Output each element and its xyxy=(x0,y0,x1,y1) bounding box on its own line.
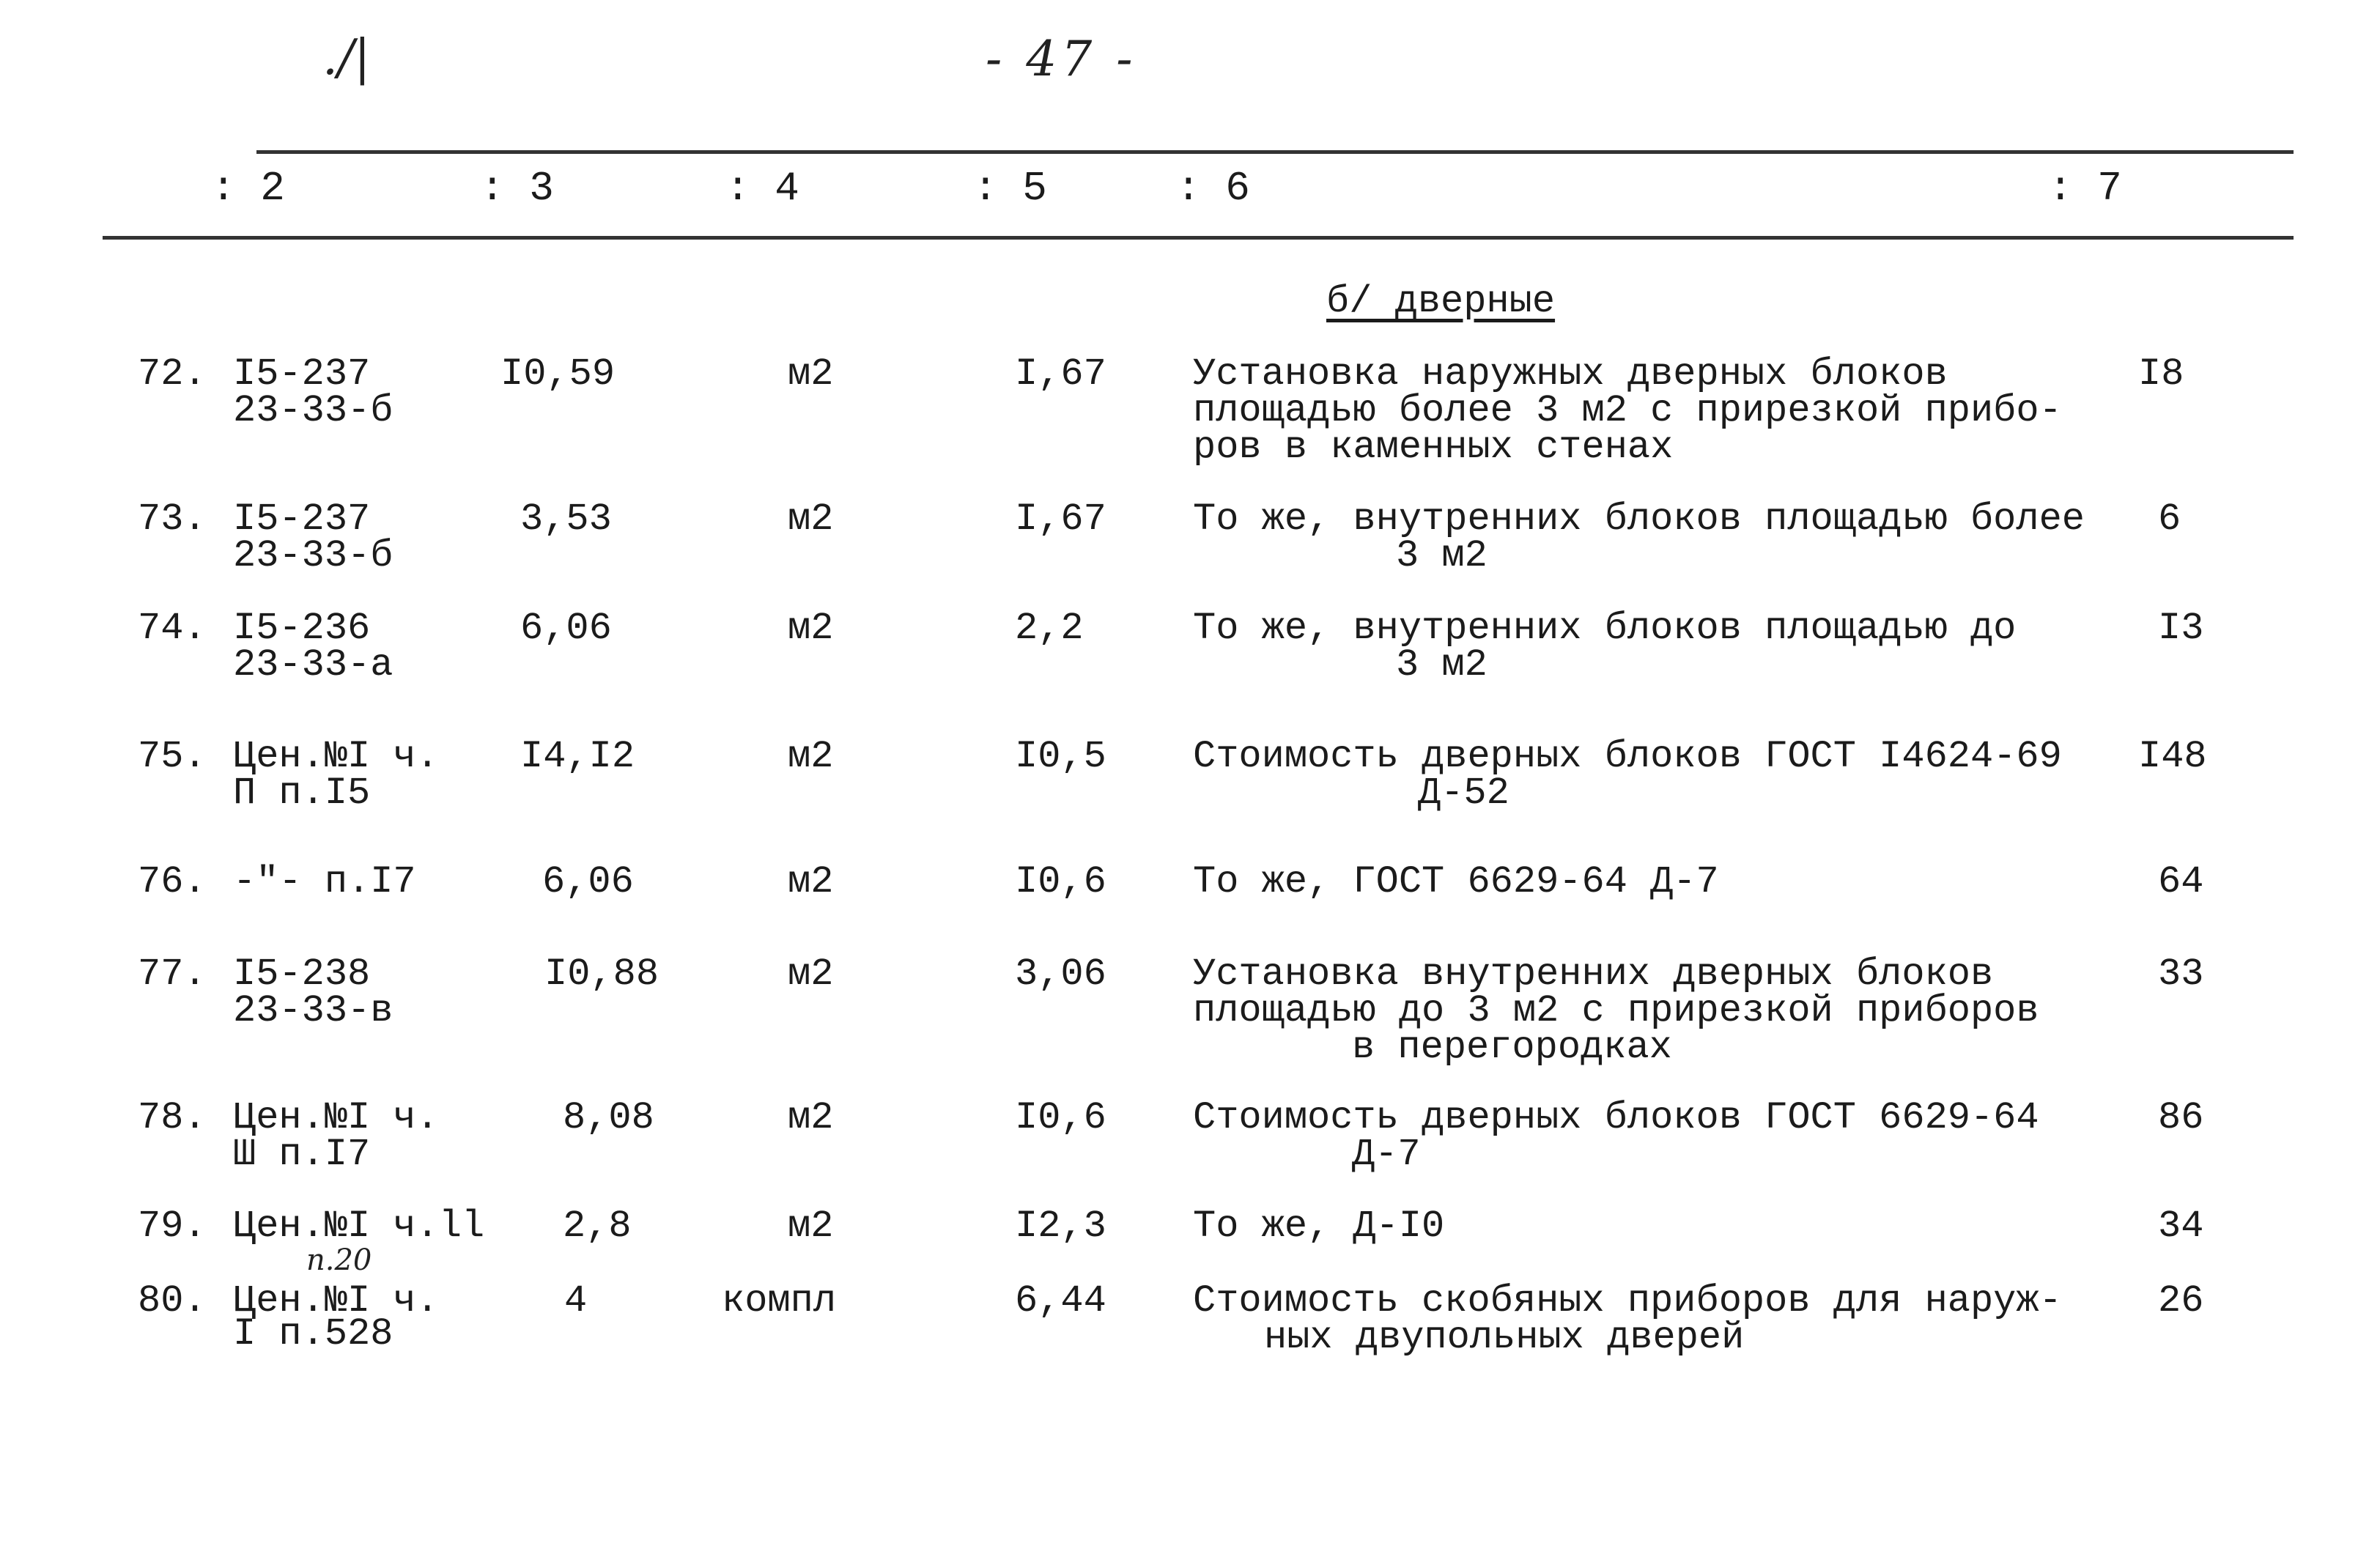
row-quantity: 6,06 xyxy=(542,860,634,903)
row-code-line: 23-33-б xyxy=(233,534,393,577)
row-description-line: Стоимость дверных блоков ГОСТ 6629-64 xyxy=(1193,1096,2039,1139)
row-quantity: 8,08 xyxy=(563,1096,654,1139)
row-code-line: I5-238 xyxy=(233,953,371,996)
page-number: - 47 - xyxy=(986,31,1137,87)
row-unit: м2 xyxy=(788,1096,834,1139)
row-description-line: площадью до 3 м2 с прирезкой приборов xyxy=(1193,989,2039,1032)
row-unit: м2 xyxy=(788,953,834,996)
column-number-3: : 3 xyxy=(480,165,554,212)
row-description-line: ных двупольных дверей xyxy=(1264,1316,1745,1359)
row-description-line: 3 м2 xyxy=(1396,643,1488,687)
row-quantity: I0,59 xyxy=(500,352,616,396)
row-code-line: Цен.№I ч. xyxy=(233,735,439,778)
row-description-line: в перегородках xyxy=(1352,1026,1672,1069)
row-code-line: 23-33-б xyxy=(233,389,393,432)
row-total: 33 xyxy=(2158,953,2204,996)
row-code-line: I5-237 xyxy=(233,498,371,541)
page-mark: ./| xyxy=(322,29,371,86)
row-description-line: Стоимость скобяных приборов для наруж- xyxy=(1193,1279,2062,1323)
row-description-line: То же, внутренних блоков площадью до xyxy=(1193,607,2017,650)
bottom-rule xyxy=(103,236,2294,240)
row-code-line: Ш п.I7 xyxy=(233,1133,371,1176)
row-quantity: I0,88 xyxy=(544,953,659,996)
row-unit: компл xyxy=(722,1279,837,1323)
row-description-line: То же, Д-I0 xyxy=(1193,1205,1445,1248)
row-unit: м2 xyxy=(788,860,834,903)
row-quantity: 6,06 xyxy=(520,607,612,650)
row-quantity: 3,53 xyxy=(520,498,612,541)
row-description-line: То же, внутренних блоков площадью более xyxy=(1193,498,2085,541)
row-price: 6,44 xyxy=(1015,1279,1106,1323)
row-description-line: площадью более 3 м2 с прирезкой прибо- xyxy=(1193,389,2062,432)
row-price: I,67 xyxy=(1015,498,1106,541)
row-total: I48 xyxy=(2138,735,2207,778)
row-description-line: Д-52 xyxy=(1418,772,1509,815)
row-unit: м2 xyxy=(788,735,834,778)
row-number: 72. xyxy=(138,352,207,396)
handwritten-note: п.20 xyxy=(306,1243,372,1277)
row-description-line: ров в каменных стенах xyxy=(1193,426,1674,469)
row-unit: м2 xyxy=(788,607,834,650)
row-price: 3,06 xyxy=(1015,953,1106,996)
column-number-5: : 5 xyxy=(973,165,1047,212)
row-number: 73. xyxy=(138,498,207,541)
column-number-2: : 2 xyxy=(211,165,285,212)
row-number: 79. xyxy=(138,1205,207,1248)
row-code-line: I5-236 xyxy=(233,607,371,650)
row-number: 75. xyxy=(138,735,207,778)
row-description-line: Стоимость дверных блоков ГОСТ I4624-69 xyxy=(1193,735,2062,778)
row-price: 2,2 xyxy=(1015,607,1084,650)
column-number-6: : 6 xyxy=(1176,165,1250,212)
row-number: 76. xyxy=(138,860,207,903)
row-quantity: 2,8 xyxy=(563,1205,632,1248)
row-code-line: 23-33-а xyxy=(233,643,393,687)
row-description-line: То же, ГОСТ 6629-64 Д-7 xyxy=(1193,860,1719,903)
row-price: I0,6 xyxy=(1015,1096,1106,1139)
row-price: I0,5 xyxy=(1015,735,1106,778)
row-code-line: I5-237 xyxy=(233,352,371,396)
column-number-7: : 7 xyxy=(2048,165,2122,212)
row-description-line: Д-7 xyxy=(1352,1133,1421,1176)
row-number: 77. xyxy=(138,953,207,996)
row-price: I,67 xyxy=(1015,352,1106,396)
row-description-line: Установка внутренних дверных блоков xyxy=(1193,953,1994,996)
row-code-line: 23-33-в xyxy=(233,989,393,1032)
row-unit: м2 xyxy=(788,352,834,396)
row-code-line: I п.528 xyxy=(233,1312,393,1356)
row-number: 78. xyxy=(138,1096,207,1139)
column-number-4: : 4 xyxy=(725,165,799,212)
row-total: 64 xyxy=(2158,860,2204,903)
row-total: 86 xyxy=(2158,1096,2204,1139)
row-unit: м2 xyxy=(788,1205,834,1248)
row-description-line: 3 м2 xyxy=(1396,534,1488,577)
row-total: I8 xyxy=(2138,352,2184,396)
row-description-line: Установка наружных дверных блоков xyxy=(1193,352,1948,396)
row-code-line: Цен.№I ч. xyxy=(233,1096,439,1139)
row-price: I0,6 xyxy=(1015,860,1106,903)
section-title: б/ дверные xyxy=(1326,280,1556,323)
row-code-line: П п.I5 xyxy=(233,772,371,815)
row-quantity: 4 xyxy=(564,1279,588,1323)
row-quantity: I4,I2 xyxy=(520,735,635,778)
row-code-line: -"- п.I7 xyxy=(233,860,416,903)
row-price: I2,3 xyxy=(1015,1205,1106,1248)
row-code-line: Цен.№I ч. xyxy=(233,1279,439,1323)
row-number: 74. xyxy=(138,607,207,650)
row-total: 26 xyxy=(2158,1279,2204,1323)
row-total: 34 xyxy=(2158,1205,2204,1248)
row-code-line: Цен.№I ч.ll xyxy=(233,1205,485,1248)
row-unit: м2 xyxy=(788,498,834,541)
row-number: 80. xyxy=(138,1279,207,1323)
top-rule xyxy=(256,150,2294,154)
row-total: I3 xyxy=(2158,607,2204,650)
row-total: 6 xyxy=(2158,498,2181,541)
